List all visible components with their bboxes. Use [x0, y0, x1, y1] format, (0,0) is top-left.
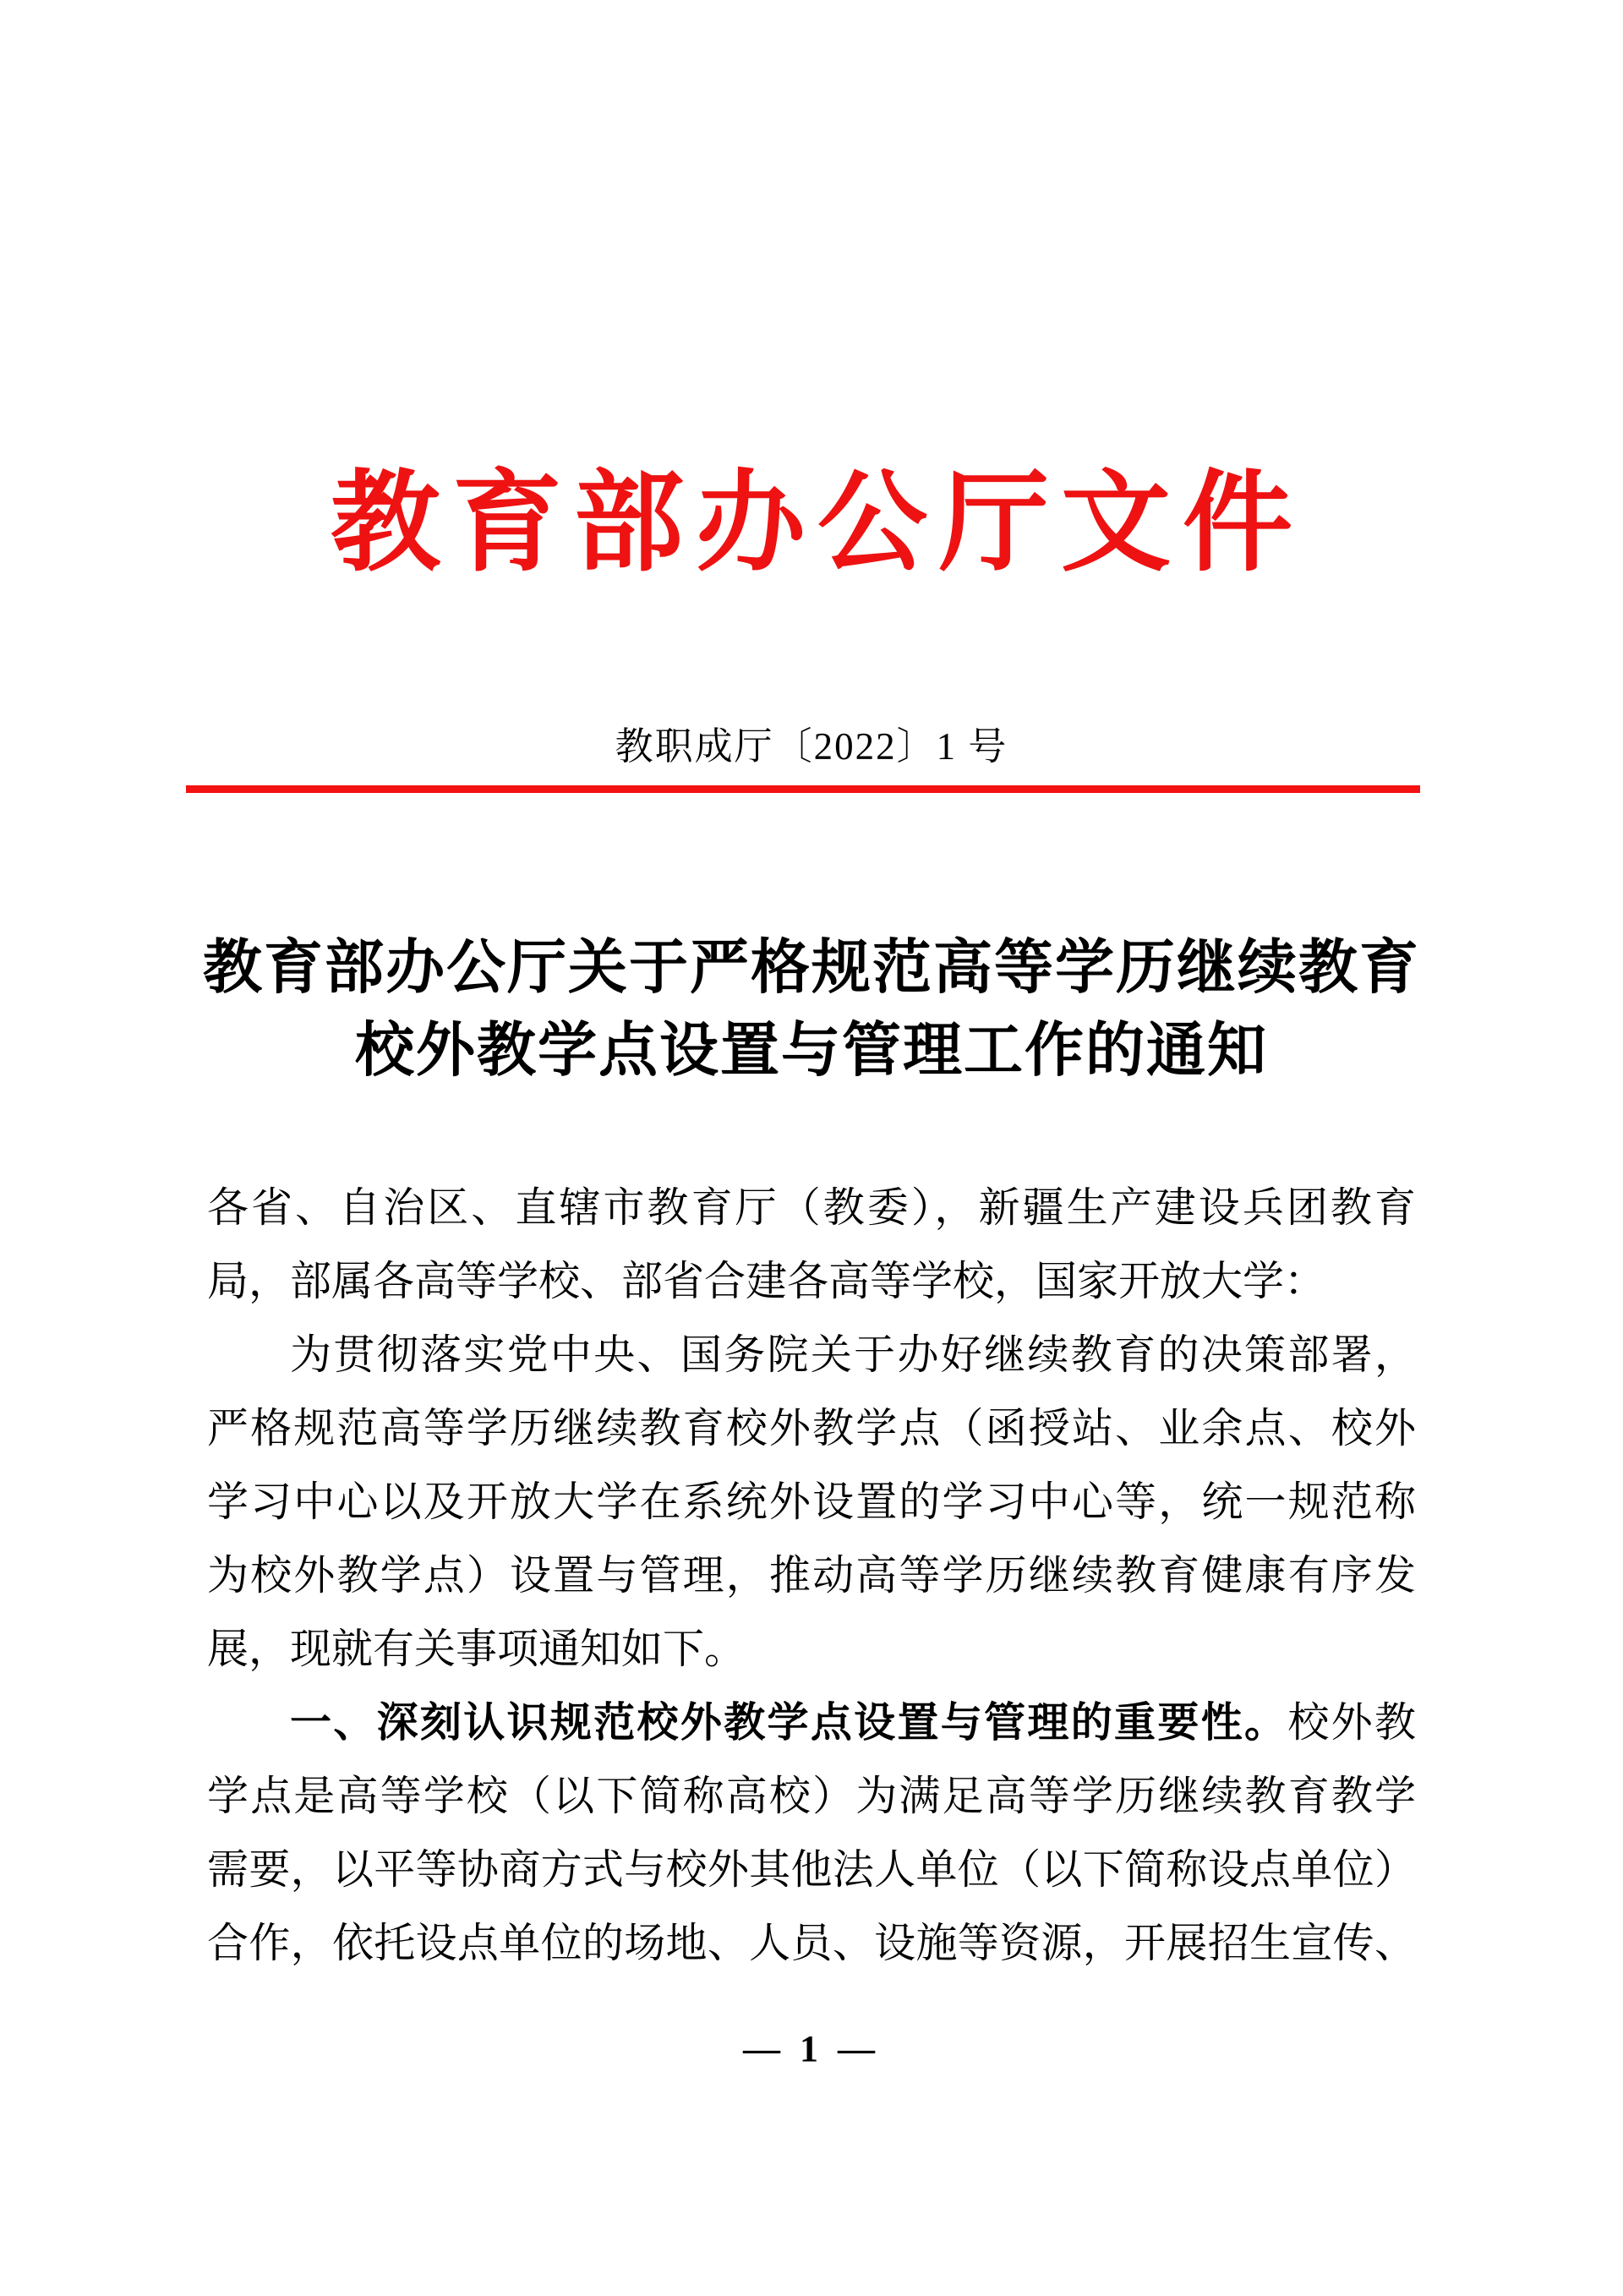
red-divider-line: [186, 785, 1420, 793]
body-line-10: 需要，以平等协商方式与校外其他法人单位（以下简称设点单位）: [207, 1846, 1416, 1893]
body-line-4: 严格规范高等学历继续教育校外教学点（函授站、业余点、校外: [207, 1405, 1416, 1451]
page-number: — 1 —: [743, 2028, 880, 2069]
letterhead-title: 教育部办公厅文件: [330, 463, 1304, 585]
body-line-7: 展，现就有关事项通知如下。: [207, 1626, 746, 1672]
document-number: 教职成厅〔2022〕1 号: [615, 725, 1008, 768]
body-line-8: [207, 1686, 1416, 1759]
body-text: [207, 1171, 1416, 1980]
body-line-5: 学习中心以及开放大学在系统外设置的学习中心等，统一规范称: [207, 1479, 1416, 1525]
body-line-6: 为校外教学点）设置与管理，推动高等学历继续教育健康有序发: [207, 1552, 1416, 1599]
section-heading: 一、深刻认识规范校外教学点设置与管理的重要性。: [290, 1700, 1288, 1746]
body-line-2: 局，部属各高等学校、部省合建各高等学校，国家开放大学：: [207, 1258, 1326, 1304]
notice-title-line1: 教育部办公厅关于严格规范高等学历继续教育: [203, 936, 1420, 1001]
body-line-3: 为贯彻落实党中央、国务院关于办好继续教育的决策部署，: [290, 1331, 1416, 1378]
body-line-11: 合作，依托设点单位的场地、人员、设施等资源，开展招生宣传、: [207, 1920, 1416, 1966]
body-line-9: 学点是高等学校（以下简称高校）为满足高等学历继续教育教学: [207, 1773, 1416, 1819]
body-line-1: 各省、自治区、直辖市教育厅（教委），新疆生产建设兵团教育: [207, 1184, 1416, 1231]
body-line-8-rest: 校外教: [1287, 1699, 1416, 1746]
notice-title: [0, 927, 1623, 1093]
notice-title-line2: 校外教学点设置与管理工作的通知: [355, 1019, 1268, 1084]
